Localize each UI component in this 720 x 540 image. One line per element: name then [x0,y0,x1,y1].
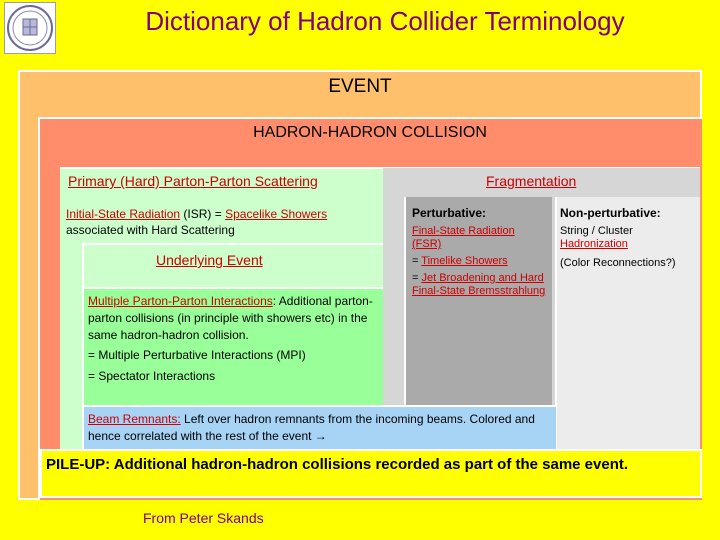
beam-remnants-text: Beam Remnants: Left over hadron remnants from the incoming beams. Colored and hence correlated with the rest of the event → [88,412,535,443]
mpi-link[interactable]: Multiple Parton-Parton Interactions [88,294,273,308]
string-cluster-text: String / Cluster Hadronization (Color Reconnections?) [560,225,695,271]
non-perturbative-label: Non-perturbative: [560,206,661,220]
mpi-text: Multiple Parton-Parton Interactions: Additional parton-parton collisions (in principle with showers etc) in the same hadron-hadron collision. = Multiple Perturbative Interactions (MPI) = Spectator Interactions [88,293,378,385]
spacelike-showers-link[interactable]: Spacelike Showers [225,207,328,221]
fsr-link[interactable]: Final-State Radiation (FSR) [412,225,515,250]
pileup-text: PILE-UP: Additional hadron-hadron collisions recorded as part of the same event. [46,456,629,473]
mpi-line3: = Spectator Interactions [88,369,216,383]
hadronization-link[interactable]: Hadronization [560,238,628,250]
perturbative-label: Perturbative: [412,206,487,220]
underlying-event-link[interactable]: Underlying Event [156,252,263,268]
page-title: Dictionary of Hadron Collider Terminology [145,6,625,36]
timelike-showers-link[interactable]: Timelike Showers [421,255,508,267]
event-label: EVENT [328,76,392,97]
fragmentation-link[interactable]: Fragmentation [486,173,577,189]
mpi-line2: = Multiple Perturbative Interactions (MPI) [88,348,306,362]
jet-broadening-link[interactable]: Jet Broadening and Hard Final-State Bremsstrahlung [412,272,546,297]
university-seal-icon [4,2,56,54]
color-reconnections: (Color Reconnections?) [560,257,676,269]
isr-link[interactable]: Initial-State Radiation [66,207,181,221]
isr-text: Initial-State Radiation (ISR) = Spacelike Showers associated with Hard Scattering [66,207,328,237]
primary-scattering-link[interactable]: Primary (Hard) Parton-Parton Scattering [68,173,318,189]
credit-text: From Peter Skands [143,510,264,526]
beam-remnants-link[interactable]: Beam Remnants: [88,412,181,426]
fsr-text: Final-State Radiation (FSR) = Timelike Showers = Jet Broadening and Hard Final-State Bremsstrahlung [412,225,546,297]
hadron-collision-label: HADRON-HADRON COLLISION [253,124,487,141]
